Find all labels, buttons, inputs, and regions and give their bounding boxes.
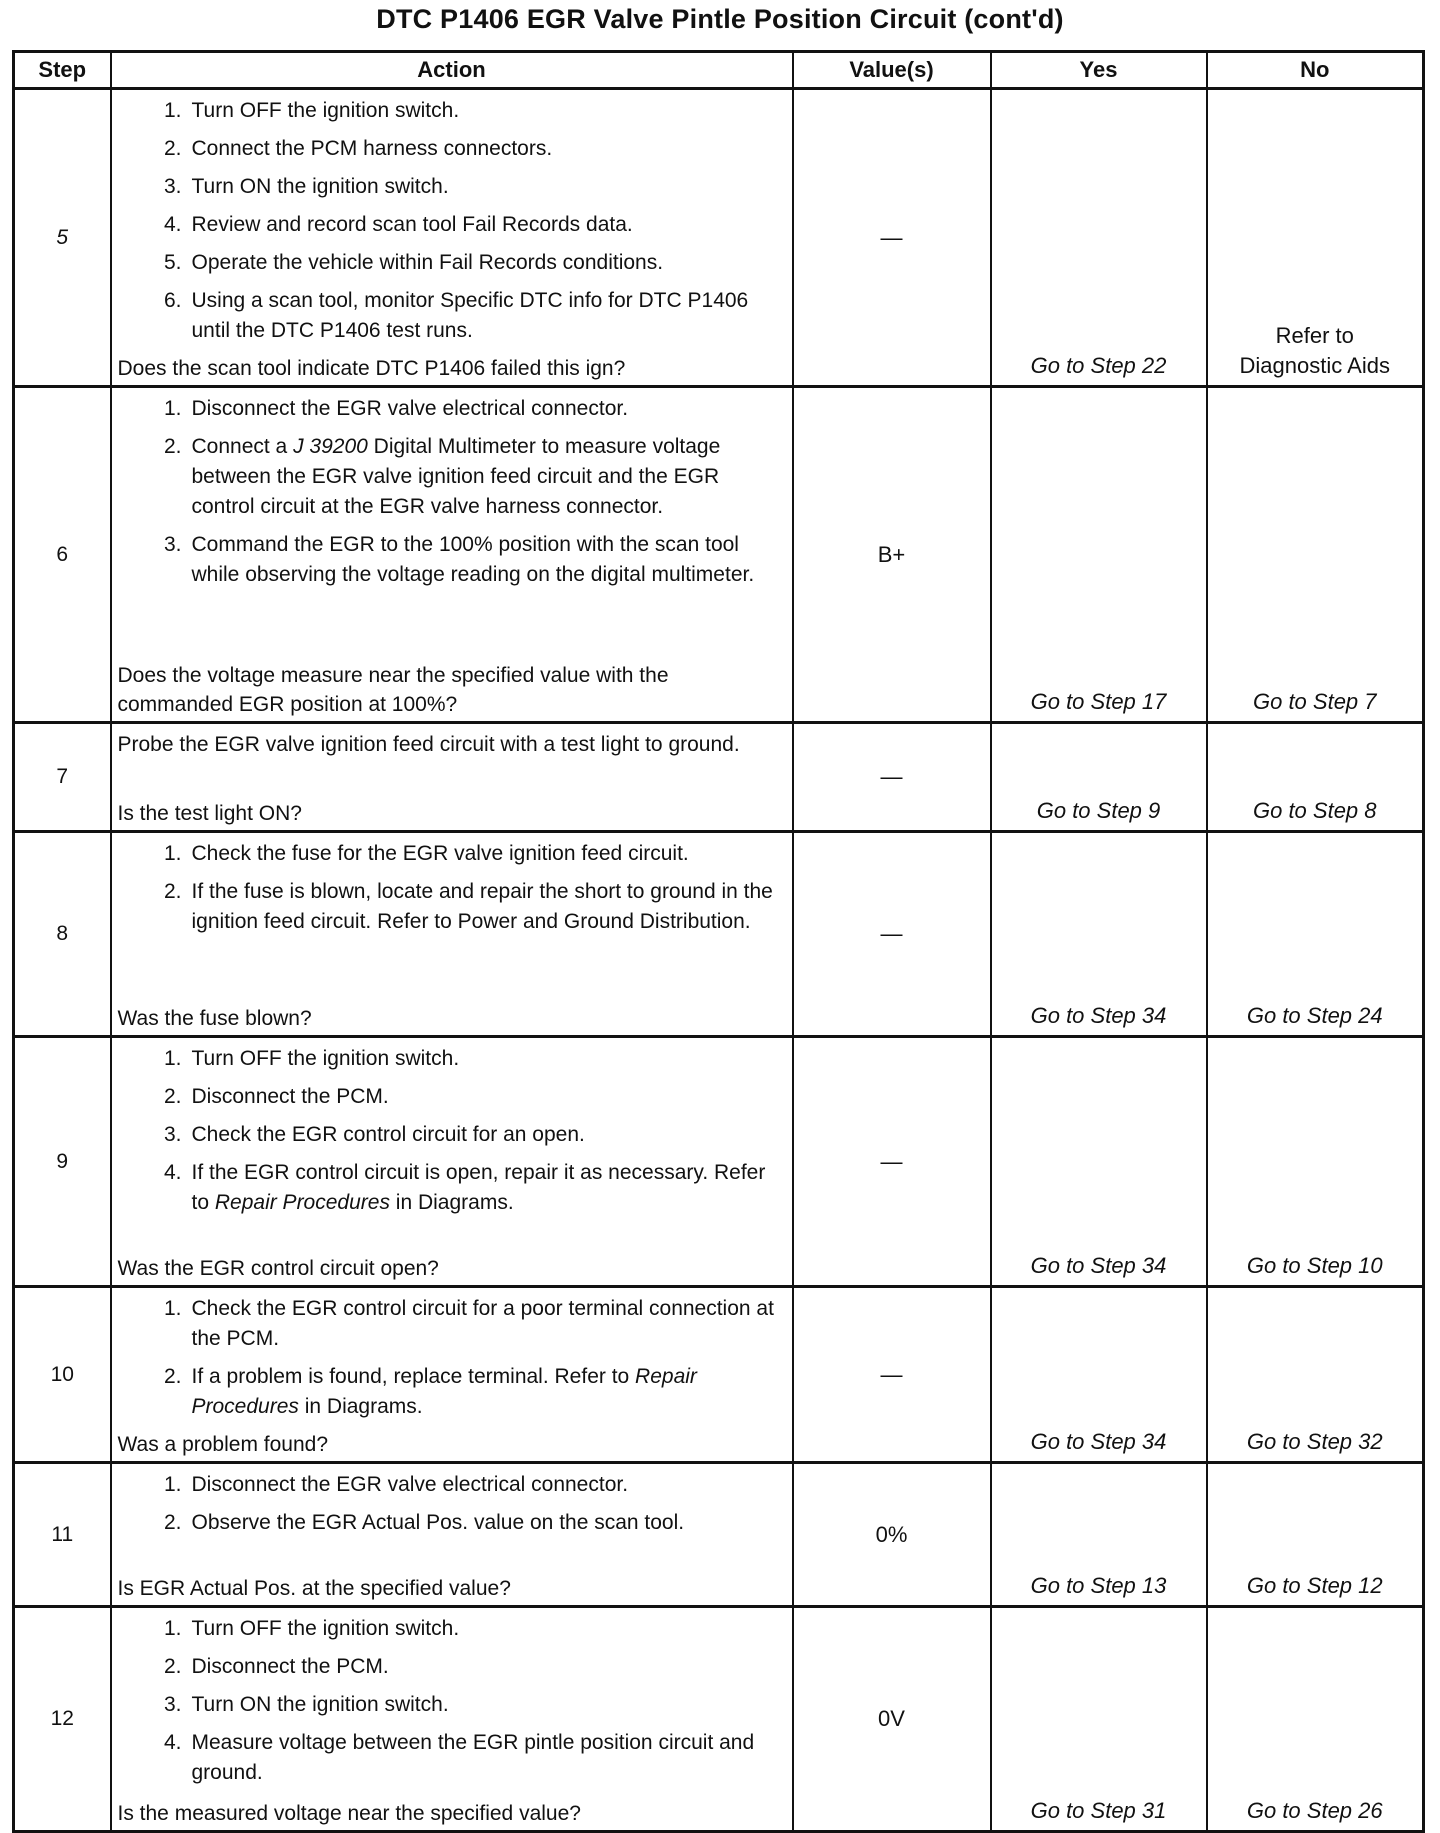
step-number: 7 bbox=[14, 723, 111, 832]
table-row bbox=[14, 832, 1424, 1037]
action-question: Is EGR Actual Pos. at the specified value? bbox=[117, 1577, 511, 1600]
yes-link: Go to Step 17 bbox=[1030, 689, 1167, 714]
list-item bbox=[148, 877, 782, 937]
value-cell: 0V bbox=[793, 1607, 991, 1832]
item-number: 1. bbox=[163, 1617, 182, 1640]
action-cell bbox=[111, 1037, 793, 1287]
list-item bbox=[148, 1294, 782, 1354]
no-link: Go to Step 12 bbox=[1246, 1573, 1383, 1598]
item-number: 2. bbox=[163, 1655, 182, 1678]
action-question: Was the EGR control circuit open? bbox=[117, 1257, 439, 1280]
yes-link: Go to Step 34 bbox=[1030, 1429, 1167, 1454]
item-text: Turn OFF the ignition switch. bbox=[191, 99, 460, 122]
item-text bbox=[192, 432, 782, 522]
item-text: Using a scan tool, monitor Specific DTC info for DTC P1406 until the DTC P1406 test runs. bbox=[191, 289, 749, 342]
action-cell bbox=[111, 1463, 793, 1607]
no-link: Go to Step 7 bbox=[1252, 689, 1377, 714]
yes-link: Go to Step 22 bbox=[1030, 353, 1167, 378]
item-number: 1. bbox=[163, 1297, 182, 1320]
item-number: 4. bbox=[163, 213, 182, 236]
item-number: 3. bbox=[163, 175, 182, 198]
item-text: Check the fuse for the EGR valve ignition feed circuit. bbox=[191, 842, 689, 865]
item-number: 2. bbox=[163, 1365, 182, 1388]
value-cell: — bbox=[793, 89, 991, 387]
item-number: 2. bbox=[163, 880, 182, 903]
value-cell: — bbox=[793, 832, 991, 1037]
no-link: Go to Step 32 bbox=[1246, 1429, 1383, 1454]
item-text-part: If a problem is found, replace terminal. Refer to bbox=[191, 1365, 636, 1388]
list-item bbox=[148, 432, 782, 522]
no-link: Go to Step 10 bbox=[1246, 1253, 1383, 1278]
step-number: 6 bbox=[14, 387, 111, 723]
item-number: 1. bbox=[163, 1047, 182, 1070]
item-number: 3. bbox=[163, 1123, 182, 1146]
item-text: Turn ON the ignition switch. bbox=[191, 175, 449, 198]
no-cell bbox=[1207, 1607, 1424, 1832]
table-row bbox=[14, 723, 1424, 832]
yes-cell bbox=[991, 1607, 1207, 1832]
list-item bbox=[148, 1362, 782, 1422]
step-number: 9 bbox=[14, 1037, 111, 1287]
action-cell bbox=[111, 89, 793, 387]
yes-link: Go to Step 9 bbox=[1036, 798, 1161, 823]
yes-cell bbox=[991, 832, 1207, 1037]
list-item bbox=[148, 1652, 782, 1682]
procedure-reference: Repair Procedures bbox=[214, 1191, 390, 1214]
table-row bbox=[14, 1463, 1424, 1607]
item-text-part: in Diagrams. bbox=[389, 1191, 514, 1214]
action-cell bbox=[111, 723, 793, 832]
list-item bbox=[148, 286, 782, 346]
action-cell bbox=[111, 387, 793, 723]
item-text: Check the EGR control circuit for an open. bbox=[191, 1123, 585, 1146]
item-text: Check the EGR control circuit for a poor terminal connection at the PCM. bbox=[191, 1297, 774, 1350]
page-title: DTC P1406 EGR Valve Pintle Position Circuit (cont'd) bbox=[376, 4, 1064, 34]
item-number: 1. bbox=[163, 99, 182, 122]
action-cell bbox=[111, 1287, 793, 1463]
list-item bbox=[148, 1120, 782, 1150]
list-item bbox=[148, 248, 782, 278]
list-item bbox=[148, 1470, 782, 1500]
no-cell bbox=[1207, 89, 1424, 387]
item-number: 2. bbox=[163, 137, 182, 160]
item-text bbox=[192, 1158, 782, 1218]
list-item bbox=[148, 1728, 782, 1788]
item-number: 4. bbox=[163, 1161, 182, 1184]
item-text-part: Digital Multimeter to measure voltage between the EGR valve ignition feed circuit and the EGR control circuit at the EGR valve harness connector. bbox=[191, 435, 721, 518]
header-values: Value(s) bbox=[793, 52, 991, 89]
yes-cell bbox=[991, 1037, 1207, 1287]
value-cell: — bbox=[793, 723, 991, 832]
item-text: Connect the PCM harness connectors. bbox=[191, 137, 553, 160]
action-question: Does the voltage measure near the specified value with the commanded EGR position at 100%? bbox=[117, 664, 669, 716]
item-text bbox=[192, 1362, 782, 1422]
no-cell bbox=[1207, 387, 1424, 723]
no-cell bbox=[1207, 1463, 1424, 1607]
header-yes: Yes bbox=[991, 52, 1207, 89]
item-number: 1. bbox=[163, 842, 182, 865]
item-number: 2. bbox=[163, 1085, 182, 1108]
item-text: Review and record scan tool Fail Records data. bbox=[191, 213, 633, 236]
step-number: 8 bbox=[14, 832, 111, 1037]
yes-cell bbox=[991, 387, 1207, 723]
action-cell bbox=[111, 832, 793, 1037]
action-instruction: Probe the EGR valve ignition feed circuit with a test light to ground. bbox=[117, 733, 740, 756]
no-cell bbox=[1207, 723, 1424, 832]
list-item bbox=[148, 1690, 782, 1720]
yes-cell bbox=[991, 89, 1207, 387]
yes-cell bbox=[991, 1287, 1207, 1463]
item-text: Turn OFF the ignition switch. bbox=[191, 1617, 460, 1640]
no-link: Go to Step 8 bbox=[1252, 798, 1377, 823]
step-number: 10 bbox=[14, 1287, 111, 1463]
value-cell: — bbox=[793, 1287, 991, 1463]
list-item bbox=[148, 394, 782, 424]
action-question: Is the test light ON? bbox=[117, 802, 302, 825]
no-text-line2: Diagnostic Aids bbox=[1239, 353, 1390, 378]
action-question: Was a problem found? bbox=[117, 1433, 329, 1456]
list-item bbox=[148, 1614, 782, 1644]
action-question: Does the scan tool indicate DTC P1406 failed this ign? bbox=[117, 357, 626, 380]
list-item bbox=[148, 96, 782, 126]
item-text: Disconnect the EGR valve electrical connector. bbox=[191, 397, 629, 420]
no-text-line1: Refer to bbox=[1275, 323, 1354, 348]
yes-link: Go to Step 13 bbox=[1030, 1573, 1167, 1598]
item-number: 3. bbox=[163, 533, 182, 556]
no-cell bbox=[1207, 832, 1424, 1037]
yes-link: Go to Step 31 bbox=[1030, 1798, 1167, 1823]
table-row bbox=[14, 387, 1424, 723]
list-item bbox=[148, 1508, 782, 1538]
item-number: 6. bbox=[163, 289, 182, 312]
list-item bbox=[148, 1082, 782, 1112]
value-cell: 0% bbox=[793, 1463, 991, 1607]
no-cell bbox=[1207, 1037, 1424, 1287]
header-action: Action bbox=[111, 52, 793, 89]
item-text: Turn ON the ignition switch. bbox=[191, 1693, 449, 1716]
item-number: 2. bbox=[163, 435, 182, 458]
list-item bbox=[148, 1044, 782, 1074]
table-row bbox=[14, 1037, 1424, 1287]
yes-link: Go to Step 34 bbox=[1030, 1003, 1167, 1028]
no-cell bbox=[1207, 1287, 1424, 1463]
item-text: Disconnect the PCM. bbox=[191, 1085, 389, 1108]
item-number: 1. bbox=[163, 1473, 182, 1496]
list-item bbox=[148, 172, 782, 202]
table-row bbox=[14, 1287, 1424, 1463]
header-no: No bbox=[1207, 52, 1424, 89]
item-text-part: in Diagrams. bbox=[298, 1395, 423, 1418]
diagnostic-table bbox=[12, 50, 1425, 1833]
item-number: 4. bbox=[163, 1731, 182, 1754]
value-cell: — bbox=[793, 1037, 991, 1287]
header-step: Step bbox=[14, 52, 111, 89]
action-question: Is the measured voltage near the specified value? bbox=[117, 1802, 581, 1825]
no-link: Go to Step 24 bbox=[1246, 1003, 1383, 1028]
item-text: Operate the vehicle within Fail Records conditions. bbox=[191, 251, 664, 274]
yes-cell bbox=[991, 723, 1207, 832]
item-number: 1. bbox=[163, 397, 182, 420]
item-number: 3. bbox=[163, 1693, 182, 1716]
list-item bbox=[148, 530, 782, 590]
list-item bbox=[148, 210, 782, 240]
item-text: Command the EGR to the 100% position with the scan tool while observing the voltage reading on the digital multimeter. bbox=[191, 533, 755, 586]
step-number: 12 bbox=[14, 1607, 111, 1832]
action-question: Was the fuse blown? bbox=[117, 1007, 312, 1030]
header-row bbox=[14, 52, 1424, 89]
action-cell bbox=[111, 1607, 793, 1832]
table-row bbox=[14, 1607, 1424, 1832]
procedure-reference: Repair Procedures bbox=[191, 1365, 697, 1418]
step-number: 5 bbox=[14, 89, 111, 387]
item-text-part: Connect a bbox=[191, 435, 294, 458]
item-text: Disconnect the EGR valve electrical connector. bbox=[191, 1473, 629, 1496]
list-item bbox=[148, 134, 782, 164]
table-row bbox=[14, 89, 1424, 387]
list-item bbox=[148, 1158, 782, 1218]
item-text: Measure voltage between the EGR pintle position circuit and ground. bbox=[191, 1731, 755, 1784]
item-text: If the fuse is blown, locate and repair the short to ground in the ignition feed circuit. Refer to Power and Ground Distribution. bbox=[191, 880, 773, 933]
step-number: 11 bbox=[14, 1463, 111, 1607]
yes-cell bbox=[991, 1463, 1207, 1607]
item-number: 2. bbox=[163, 1511, 182, 1534]
list-item bbox=[148, 839, 782, 869]
item-text: Observe the EGR Actual Pos. value on the scan tool. bbox=[191, 1511, 685, 1534]
tool-reference: J 39200 bbox=[293, 435, 368, 458]
item-text: Disconnect the PCM. bbox=[191, 1655, 389, 1678]
yes-link: Go to Step 34 bbox=[1030, 1253, 1167, 1278]
item-number: 5. bbox=[163, 251, 182, 274]
item-text-part: If the EGR control circuit is open, repair it as necessary. Refer to bbox=[191, 1161, 766, 1214]
value-cell: B+ bbox=[793, 387, 991, 723]
item-text: Turn OFF the ignition switch. bbox=[191, 1047, 460, 1070]
no-link: Go to Step 26 bbox=[1246, 1798, 1383, 1823]
